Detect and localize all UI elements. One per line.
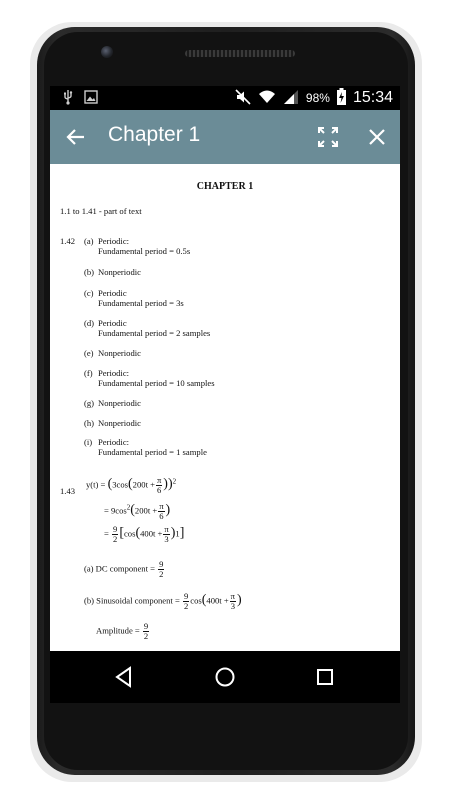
eq3-c: 400t + [140,528,163,539]
item-label: (e) [84,348,94,358]
item-line1: Nonperiodic [98,267,141,277]
amplitude-line [96,622,150,641]
eq1-a: 3cos [112,479,128,490]
item-label: (f) [84,368,93,378]
answer-item [84,318,210,338]
item-line2: Fundamental period = 10 samples [98,378,215,388]
wifi-icon [258,89,276,108]
fraction-pi-6: $\frac{\pi}{6}$ [159,501,164,521]
fraction-9-2: $\frac{9}{2}$ [183,591,189,611]
answer-item [84,437,207,457]
fraction-9-2: $\frac{9}{2}$ [143,621,149,641]
front-camera [101,46,113,58]
navigation-bar [50,651,400,703]
chapter-heading: CHAPTER 1 [196,181,254,192]
close-icon[interactable] [366,126,388,148]
item-label: (b) [84,267,95,277]
answer-item [84,267,141,277]
item-label: (h) [84,418,95,428]
sinusoidal-component-line: (b) Sinusoidal component = $\frac{9}{2}$ cos(400t + $\frac{\pi}{3}$ ) [84,591,242,611]
answer-item [84,236,190,256]
eq3-b: cos [123,528,136,539]
item-label: (i) [84,437,93,447]
fraction-9-2: $\frac{9}{2}$ [159,559,164,579]
equation-line-3: = $\frac{9}{2}$ [cos(400t + $\frac{\pi}{3}$ )1] [104,524,185,544]
answer-item [84,368,215,388]
app-bar [50,110,400,164]
part-a-text: (a) DC component = [84,563,155,574]
signal-icon [283,89,299,108]
item-line1: Nonperiodic [98,418,141,428]
answer-item [84,288,184,308]
exponent: 2 [172,477,177,486]
item-line1: Nonperiodic [98,348,141,358]
back-arrow-icon[interactable] [64,125,88,149]
battery-percent: 98% [305,91,330,105]
usb-icon [62,89,74,108]
eq3-d: 1 [175,528,180,539]
image-icon [84,90,98,107]
equation-line-2: = $9\cos^2(200t$ + $\frac{\pi}{6}$ ) [104,501,171,521]
item-label: (a) [84,236,94,246]
equation-line-1: y(t) = (3cos(200t + $\frac{\pi}{6}$ ))$^2$ [86,475,177,495]
clock: 15:34 [352,89,393,106]
home-circle-icon[interactable] [213,665,237,689]
item-line2: Fundamental period = 1 sample [98,447,207,457]
item-label: (c) [84,288,94,298]
item-label: (g) [84,398,95,408]
item-line2: Fundamental period = 3s [98,298,184,308]
question-number-143: 1.43 [60,486,76,496]
recents-square-icon[interactable] [313,665,337,689]
fraction-pi-3: $\frac{\pi}{3}$ [230,591,236,611]
back-triangle-icon[interactable] [112,665,136,689]
eq1-lhs: y(t) = [86,479,106,490]
eq2-a: = 9cos [104,505,127,516]
mute-icon [235,89,251,108]
fraction-9-2: $\frac{9}{2}$ [113,524,118,544]
intro-text: 1.1 to 1.41 - part of text [60,206,142,216]
item-line2: Fundamental period = 0.5s [98,246,191,256]
answer-item [84,348,141,358]
fraction-pi-3: $\frac{\pi}{3}$ [164,524,169,544]
item-label: (d) [84,318,95,328]
eq2-b: 200t + [134,505,158,516]
item-line2: Fundamental period = 2 samples [98,328,211,338]
amplitude-text: Amplitude = [96,625,140,636]
eq3-a: = [104,528,109,539]
item-line1: Periodic: [98,368,130,378]
item-line1: Periodic [98,288,127,298]
part-b-text: (b) Sinusoidal component = [84,595,180,606]
question-number-142: 1.42 [60,236,76,246]
item-line1: Periodic [98,318,127,328]
fraction-pi-6: $\frac{\pi}{6}$ [156,475,162,495]
eq1-b: 200t + [132,479,155,490]
answer-item [84,418,141,428]
dc-component-line [84,560,165,579]
item-line1: Nonperiodic [98,398,141,408]
document-view[interactable] [50,164,400,651]
status-bar [50,86,400,110]
screen [50,86,400,651]
fullscreen-icon[interactable] [317,126,339,148]
answer-item [84,398,141,408]
battery-charging-icon [337,88,346,108]
earpiece-speaker [185,50,295,57]
page-title: Chapter 1 [108,123,201,146]
item-line1: Periodic: [98,437,130,447]
item-line1: Periodic: [98,236,130,246]
